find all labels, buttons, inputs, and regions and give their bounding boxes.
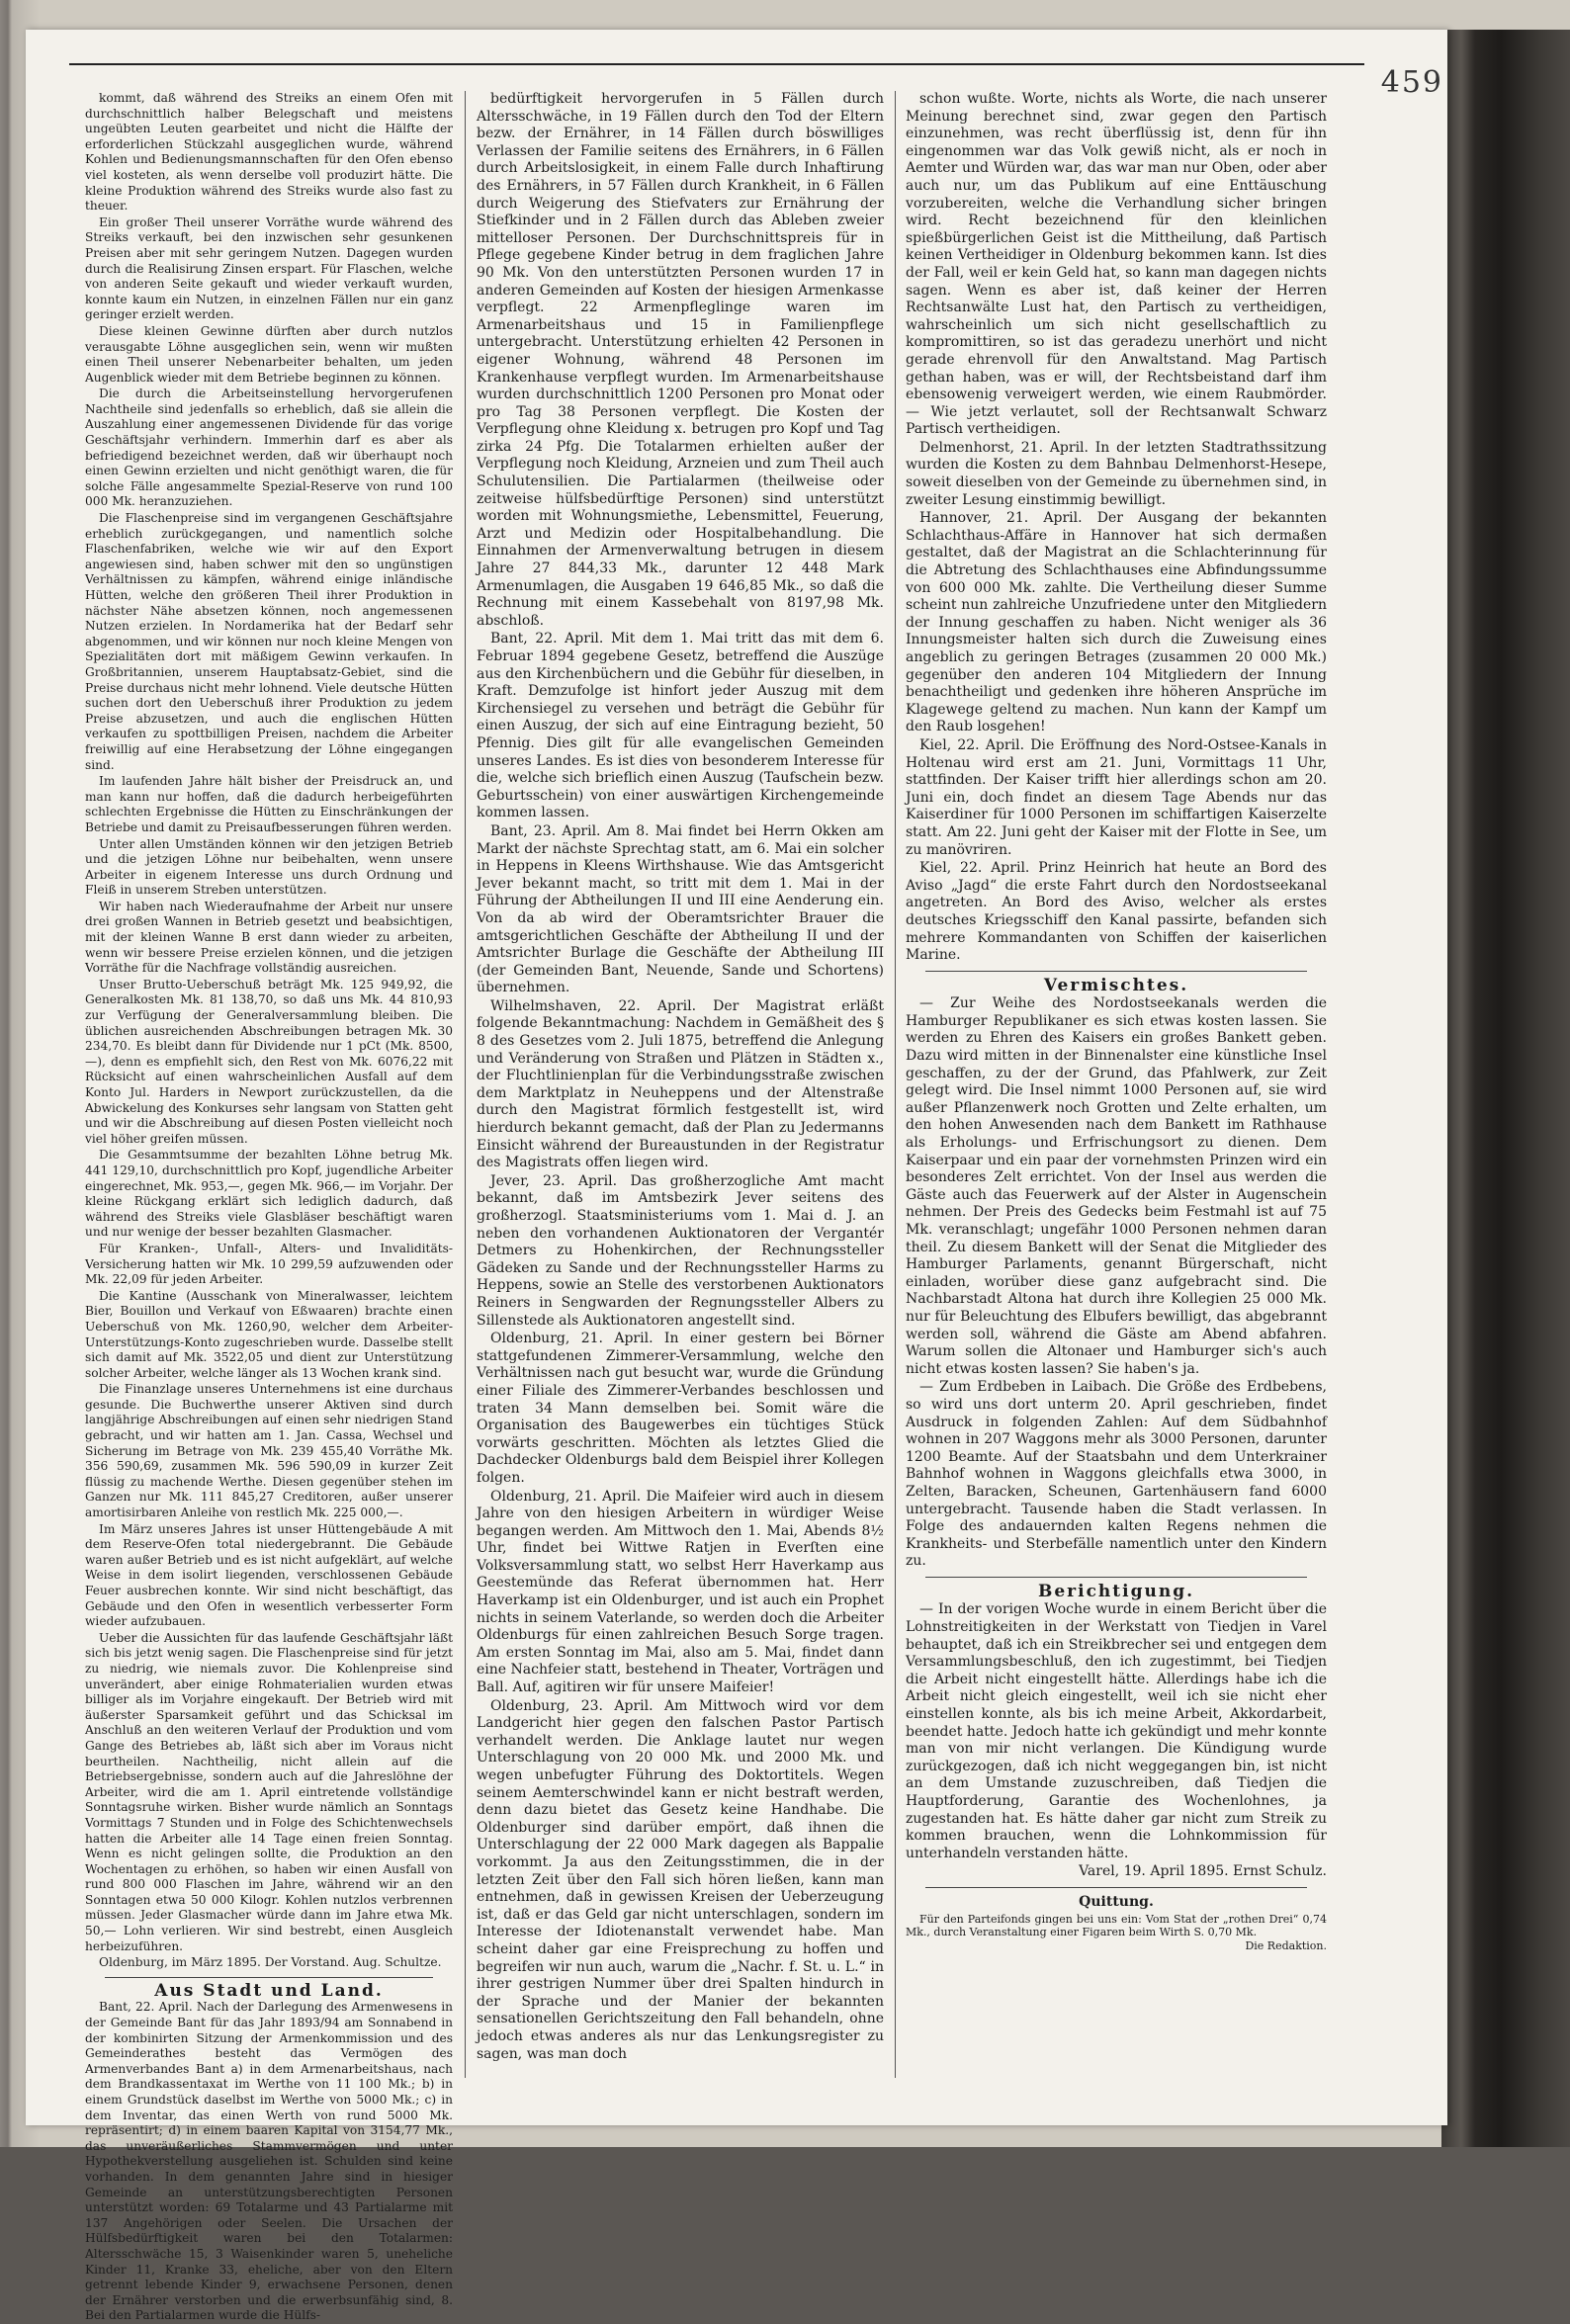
article-paragraph: Oldenburg, 21. April. Die Maifeier wird auch in diesem Jahre von den hiesigen Arbeitern in würdiger Weise begangen werden. Am Mittwoch den 1. Mai, Abends 8½ Uhr, findet bei Wittwe Ratjen in Everſten eine Volksversammlung statt, wo selbst Herr Haverkamp aus Geestemünde das Referat übernommen hat. Herr Haverkamp ist ein Oldenburger, und ist auch ein Prophet nichts in seinem Vaterlande, so werden doch die Arbeiter Oldenburgs für einen zahlreichen Besuch Sorge tragen. Am ersten Sonntag im Mai, also am 5. Mai, findet dann eine Nachfeier statt, bestehend in Theater, Vorträgen und Ball. Auf, agitiren wir für unsere Maifeier!: [477, 1488, 884, 1696]
article-paragraph: Die Flaschenpreise sind im vergangenen Geschäftsjahre erheblich zurückgegangen, und namentlich solche Flaschenfabriken, welche wie wir auf den Export angewiesen sind, haben schwer mit den so ungünstigen Verhältnissen zu kämpfen, während einige inländische Hütten, welche den größeren Theil ihrer Produktion in nächster Nähe absetzen können, noch angemessenen Nutzen erzielen. In Nordamerika hat der Bedarf sehr abgenommen, und wir können nur noch kleine Mengen von Spezialitäten dort mit mäßigem Gewinn verkaufen. In Großbritannien, unserem Hauptabsatz-Gebiet, sind die Preise durchaus nicht mehr lohnend. Viele deutsche Hütten suchen dort den Ueberschuß ihrer Produktion zu jedem Preise abzusetzen, und auch die englischen Hütten verkaufen zu spottbilligen Preisen, nachdem die Arbeiter freiwillig auf eine Herabsetzung der Löhne eingegangen sind.: [85, 511, 453, 772]
quittung-signature: Die Redaktion.: [1245, 1938, 1327, 1952]
article-paragraph: Ueber die Aussichten für das laufende Geschäftsjahr läßt sich bis jetzt wenig sagen. Die Flaschenpreise sind für jetzt zu niedrig, wie niemals zuvor. Die Kohlenpreise sind unverändert, aber einige Rohmaterialien wurden etwas billiger als im Vorjahre eingekauft. Der Betrieb wird mit äußerster Sparsamkeit geführt und das Schicksal im Anschluß an den weiteren Verlauf der Produktion und vom Gange des Betriebes ab, läßt sich aber im Voraus nicht beurtheilen. Nachtheilig, nicht allein auf die Betriebsergebnisse, sondern auch auf die Jahreslöhne der Arbeiter, wird die am 1. April eintretende vollständige Sonntagsruhe wirken. Bisher wurde nämlich an Sonntags Vormittags 7 Stunden und in Folge des Schichtenwechsels hatten die Arbeiter alle 14 Tage einen freien Sonntag. Wenn es nicht gelingen sollte, die Produktion an den Wochentagen zu erhöhen, so haben wir einen Ausfall von rund 800 000 Flaschen im Jahre, während wir an den Sonntagen etwa 50 000 Kilogr. Kohlen nutzlos verbrennen müssen. Jeder Glasmacher würde dann im Jahre etwa Mk. 50,— Lohn verlieren. Wir sind bestrebt, einen Ausgleich herbeizuführen.: [85, 1630, 453, 1953]
article-paragraph: Wilhelmshaven, 22. April. Der Magistrat erläßt folgende Bekanntmachung: Nachdem in Gemäßheit des § 8 des Gesetzes vom 2. Juli 1875, betreffend die Anlegung und Veränderung von Straßen und Plätzen in Städten x., der Fluchtlinienplan für die Verbindungsstraße zwischen dem Marktplatz in Neuheppens und der Altenstraße durch den Magistrat förmlich festgestellt ist, wird hierdurch bekannt gemacht, daß der Plan zu Jedermanns Einsicht während der Bureaustunden in der Registratur des Magistrats offen liegen wird.: [477, 997, 884, 1171]
column-2-paragraphs: [477, 91, 884, 2063]
article-paragraph: Im laufenden Jahre hält bisher der Preisdruck an, und man kann nur hoffen, daß die dadurch herbeigeführten schlechten Ergebnisse die Hütten zu Einschränkungen der Betriebe und damit zu Preisaufbesserungen führen werden.: [85, 774, 453, 834]
section-title-vermischtes: Vermischtes.: [1043, 975, 1189, 995]
section-rule: [105, 1977, 433, 1978]
article-paragraph: Bant, 22. April. Nach der Darlegung des Armenwesens in der Gemeinde Bant für das Jahr 1893/94 am Sonnabend in der kombinirten Sitzung der Armenkommission und des Gemeinderathes besteht das Vermögen des Armenverbandes Bant a) in dem Armenarbeitshaus, nach dem Brandkassentaxat im Werthe von 11 100 Mk.; b) in einem Grundstück daselbst im Werthe von 5000 Mk.; c) in dem Inventar, das einen Werth von rund 5000 Mk. repräsentirt; d) in einem baaren Kapital von 3154,77 Mk., das unveräußerliches Stammvermögen und unter Hypothekverstellung ausgeliehen ist. Schulden sind keine vorhanden. In dem genannten Jahre sind in hiesiger Gemeinde an unterstützungsberechtigten Personen unterstützt worden: 69 Totalarme und 43 Partialarme mit 137 Angehörigen oder Seelen. Die Ursachen der Hülfsbedürftigkeit waren bei den Totalarmen: Altersschwäche 15, 3 Waisenkinder waren 5, uneheliche Kinder 11, Kranke 33, eheliche, aber von den Eltern getrennt lebende Kinder 9, erwachsene Personen, denen der Ernährer verstorben und die erwerbsunfähig sind, 8. Bei den Partialarmen wurde die Hülfs-: [85, 2000, 453, 2323]
section-title-berichtigung: Berichtigung.: [1037, 1581, 1195, 1601]
article-paragraph: Die Finanzlage unseres Unternehmens ist eine durchaus gesunde. Die Buchwerthe unserer Aktiven sind durch langjährige Abschreibungen auf einen sehr niedrigen Stand gebracht, und wir hatten am 1. Jan. Cassa, Wechsel und Sicherung im Betrage von Mk. 239 455,40 Vorräthe Mk. 356 590,69, zusammen Mk. 596 590,09 in kurzer Zeit flüssig zu machende Werthe. Diesen gegenüber stehen im Ganzen nur Mk. 111 845,27 Creditoren, außer unserer amortisirbaren Anleihe von restlich Mk. 225 000,—.: [85, 1382, 453, 1520]
correction-paragraphs: [906, 1601, 1327, 1862]
section-title-aus-stadt-und-land: Aus Stadt und Land.: [154, 1980, 384, 2001]
page-number: 459: [1380, 65, 1443, 100]
article-paragraph: schon wußte. Worte, nichts als Worte, die nach unserer Meinung berechnet sind, zwar gegen den Partisch einzunehmen, was recht überflüssig ist, denn für ihn eingenommen war das Volk gewiß nicht, als er noch in Aemter und Würden war, das war man nur Oben, oder aber auch nur, um das Publikum auf eine Enttäuschung vorzubereiten, welche die Verhandlung sicher bringen wird. Recht bezeichnend für den kleinlichen spießbürgerlichen Geist ist die Mittheilung, daß Partisch keinen Vertheidiger in Oldenburg bekommen kann. Ist dies der Fall, weil er kein Geld hat, so kann man dagegen nichts sagen. Wenn es aber ist, daß keiner der Herren Rechtsanwälte Lust hat, den Partisch zu vertheidigen, wahrscheinlich um sich nicht gesellschaftlich zu kompromittiren, so ist das geradezu unerhört und nicht gerade ehrenvoll für den Anwaltstand. Mag Partisch gethan haben, was er will, der Rechtsbeistand darf ihm ebensowenig verweigert werden, wie einem Raubmörder. — Wie jetzt verlautet, soll der Rechtsanwalt Schwarz Partisch vertheidigen.: [906, 91, 1327, 438]
article-paragraph: bedürftigkeit hervorgerufen in 5 Fällen durch Altersschwäche, in 19 Fällen durch den Tod der Eltern bezw. der Ernährer, in 14 Fällen durch böswilliges Verlassen der Familie seitens des Ernährers, in 6 Fällen durch Arbeitslosigkeit, in einem Falle durch Inhaftirung des Ernährers, in 57 Fällen durch Krankheit, in 6 Fällen durch Weigerung des Stiefvaters zur Ernährung der Stiefkinder und in 2 Fällen durch das Ableben zweier mittelloser Personen. Der Durchschnittspreis für in Pflege gegebene Kinder betrug in dem fraglichen Jahre 90 Mk. Von den unterstützten Personen wurden 17 in anderen Gemeinden auf Kosten der hiesigen Armenkasse verpflegt. 22 Armenpfleglinge waren im Armenarbeitshaus und 15 in Familienpflege untergebracht. Unterstützung erhielten 42 Personen in eigener Wohnung, während 48 Personen im Krankenhause verpflegt wurden. Im Armenarbeitshause wurden durchschnittlich 1200 Personen pro Monat oder pro Tag 38 Personen verpflegt. Die Kosten der Verpflegung ohne Kleidung x. betrugen pro Kopf und Tag zirka 24 Pfg. Die Totalarmen erhielten außer der Verpflegung noch Kleidung, Arzneien und zum Theil auch Schulutensilien. Die Partialarmen (theilweise oder zeitweise hülfsbedürftige Personen) sind unterstützt worden mit Wohnungsmiethe, Lebensmittel, Feuerung, Arzt und Medizin oder Hospitalbehandlung. Die Einnahmen der Armenverwaltung betrugen in diesem Jahre 27 844,33 Mk., darunter 12 448 Mark Armenumlagen, die Ausgaben 19 646,85 Mk., so daß die Rechnung mit einem Kassebehalt von 8197,98 Mk. abschloß.: [477, 91, 884, 629]
article-paragraph: Oldenburg, 23. April. Am Mittwoch wird vor dem Landgericht hier gegen den falschen Pastor Partisch verhandelt werden. Die Anklage lautet nur wegen Unterschlagung von 20 000 Mk. und 2000 Mk. und wegen unbefugter Führung des Doktortitels. Wegen seinem Aemterschwindel kann er nicht bestraft werden, denn dazu bietet das Gesetz keine Handhabe. Die Oldenburger sind darüber empört, daß ihnen die Unterschlagung der 22 000 Mark dagegen als Bappalie vorkommt. Ja aus den Zeitungsstimmen, die in der letzten Zeit über den Fall sich hören ließen, kann man entnehmen, daß in gewissen Kreisen der Ueberzeugung ist, daß er das Geld gar nicht unterschlagen, sondern im Interesse der Idiotenanstalt verwendet habe. Man scheint daher gar eine Freisprechung zu hoffen und begreifen wir nun auch, warum die „Nachr. f. St. u. L.“ in ihrer gestrigen Nummer über drei Spalten hindurch in der Sprache und der Manier der bekannten sensationellen Gerichtszeitung den Fall behandeln, ohne jedoch etwas anderes als nur das Lenkungsregister zu sagen, was man doch: [477, 1697, 884, 2062]
article-paragraph: Bant, 22. April. Mit dem 1. Mai tritt das mit dem 6. Februar 1894 gegebene Gesetz, betreffend die Auszüge aus den Kirchenbüchern und die Gebühr für dieselben, in Kraft. Demzufolge ist hinfort jeder Auszug mit dem Kirchensiegel zu versehen und beträgt die Gebühr für einen Auszug, der sich auf eine Eintragung bezieht, 50 Pfennig. Dies gilt für alle evangelischen Gemeinden unseres Landes. Es ist dies von besonderem Interesse für die, welche sich brieflich einen Auszug (Taufschein bezw. Geburtsschein) von einer auswärtigen Kirchengemeinde kommen lassen.: [477, 631, 884, 821]
column-3: [906, 91, 1327, 2088]
book-binding: [1441, 30, 1570, 2147]
article-paragraph: — In der vorigen Woche wurde in einem Bericht über die Lohnstreitigkeiten in der Werkstatt von Tiedjen in Varel behauptet, daß ich ein Streikbrecher sei und entgegen dem Versammlungsbeschluß, den ich zugestimmt, bei Tiedjen die Arbeit nicht eingestellt hätte. Allerdings habe ich die Arbeit nicht gleich eingestellt, weil ich sie nicht eher einstellen konnte, als bis ich meine Arbeit, Akkordarbeit, beendet hatte. Jedoch hatte ich gekündigt und mehr konnte man von mir nicht verlangen. Die Kündigung wurde zurückgezogen, daß ich nicht weggegangen bin, ist nicht an dem Umstande zuzuschreiben, daß Tiedjen die Hauptforderung, Garantie des Wochenlohnes, ja zugestanden hat. Es hätte daher gar nicht zum Streik zu kommen brauchen, wenn die Lohnkommission für unterhandeln verstanden hätte.: [906, 1601, 1327, 1861]
top-rule: [69, 63, 1364, 65]
article-paragraph: Delmenhorst, 21. April. In der letzten Stadtrathssitzung wurden die Kosten zu dem Bahnbau Delmenhorst-Hesepe, soweit dieselben von der Gemeinde zu übernehmen sind, in zweiter Lesung einstimmig bewilligt.: [906, 439, 1327, 508]
column-divider-2: [895, 91, 896, 2078]
article-paragraph: Ein großer Theil unserer Vorräthe wurde während des Streiks verkauft, bei den inzwischen sehr gesunkenen Preisen aber mit sehr geringem Nutzen. Dagegen wurden durch die Realisirung Zinsen erspart. Für Flaschen, welche von anderen Seite gekauft und wieder verkauft wurden, konnte kaum ein Nutzen, in einzelnen Fällen nur ein ganz geringer erzielt werden.: [85, 215, 453, 322]
article-paragraph: — Zur Weihe des Nordostseekanals werden die Hamburger Republikaner es sich etwas kosten lassen. Sie werden zu Ehren des Kaisers ein großes Bankett geben. Dazu wird mitten in der Binnenalster eine künstliche Insel geschaffen, zu der der Grund, das Pfahlwerk, zur Zeit gelegt wird. Die Insel nimmt 1000 Personen auf, sie wird außer Pflanzenwerk noch Grotten und Zelte erhalten, um den hohen Anwesenden nach dem Bankett im Rathhause als Erholungs- und Erfrischungsort zu dienen. Dem Kaiserpaar und ein paar der vornehmsten Prinzen wird ein besonderes Zelt errichtet. Von der Insel aus werden die Gäste auch das Feuerwerk auf der Alster in Augenschein nehmen. Der Preis des Gedecks beim Festmahl ist auf 75 Mk. veranschlagt; ungefähr 1000 Personen nehmen daran theil. Zu diesem Bankett will der Senat die Mitglieder des Hamburger Parlaments, genannt Bürgerschaft, nicht einladen, worüber diese ganz aufgebracht sind. Die Nachbarstadt Altona hat durch ihre Kollegien 25 000 Mk. nur für Beleuchtung des Elbufers bewilligt, das abgebrannt werden soll, während die Gäste am Abend abfahren. Warum sollen die Altonaer und Hamburger sich's auch nicht etwas kosten lassen? Sie haben's ja.: [906, 995, 1327, 1377]
article-paragraph: Oldenburg, 21. April. In einer gestern bei Börner stattgefundenen Zimmerer-Versammlung, welche den Verhältnissen nach gut besucht war, wurde die Gründung einer Filiale des Zimmerer-Verbandes beschlossen und traten 34 Mann demselben bei. Somit wäre die Organisation des Baugewerbes ein tüchtiges Stück vorwärts geschritten. Möchten als letztes Glied die Dachdecker Oldenburgs bald dem Beispiel ihrer Kollegen folgen.: [477, 1331, 884, 1486]
article-paragraph: Wir haben nach Wiederaufnahme der Arbeit nur unsere drei großen Wannen in Betrieb gesetzt und beabsichtigen, mit der kleinen Wanne B erst dann wieder zu arbeiten, wenn wir bessere Preise erzielen können, und die jetzigen Vorräthe für die Nachfrage vollständig ausreichen.: [85, 899, 453, 976]
article-paragraph: Im März unseres Jahres ist unser Hüttengebäude A mit dem Reserve-Ofen total niedergebrannt. Die Gebäude waren außer Betrieb und es ist nicht aufgeklärt, auf welche Weise in dem isolirt liegenden, verschlossenen Gebäude Feuer ausbrechen konnte. Wir sind nicht beschäftigt, das Gebäude und den Ofen in wesentlich verbesserter Form wieder aufzubauen.: [85, 1521, 453, 1629]
column-1-paragraphs: [85, 91, 453, 1971]
column-2: [477, 91, 884, 2088]
article-paragraph: Die Kantine (Ausschank von Mineralwasser, leichtem Bier, Bouillon und Verkauf von Eßwaaren) brachte einen Ueberschuß von Mk. 1260,90, welcher dem Arbeiter-Unterstützungs-Konto zugeschrieben wurde. Dasselbe stellt sich damit auf Mk. 3522,05 und dient zur Unterstützung solcher Arbeiter, welche länger als 13 Wochen krank sind.: [85, 1288, 453, 1380]
section-rule-vermischtes: [925, 971, 1307, 972]
article-paragraph: Diese kleinen Gewinne dürften aber durch nutzlos verausgabte Löhne ausgeglichen sein, wenn wir mußten einen Theil unserer Nebenarbeiter behalten, um jeden Augenblick wieder mit dem Betriebe beginnen zu können.: [85, 323, 453, 385]
article-paragraph: Kiel, 22. April. Die Eröffnung des Nord-Ostsee-Kanals in Holtenau wird erst am 21. Juni, Vormittags 11 Uhr, stattfinden. Der Kaiser trifft hier allerdings schon am 20. Juni ein, doch findet an diesem Tage Abends nur das Kaiserdiner für 1000 Personen im schiffartigen Kaiserzelte statt. Am 22. Juni geht der Kaiser mit der Flotte in See, um zu manövriren.: [906, 736, 1327, 858]
article-paragraph: Unser Brutto-Ueberschuß beträgt Mk. 125 949,92, die Generalkosten Mk. 81 138,70, so daß uns Mk. 44 810,93 zur Verfügung der Generalversammlung bleiben. Die üblichen ausreichenden Abschreibungen betragen Mk. 30 234,70. Es bleibt dann für Dividende nur 1 pCt (Mk. 8500,—), denn es empfiehlt sich, den Rest von Mk. 6076,22 mit Rücksicht auf einen wahrscheinlichen Ausfall auf dem Konto Jul. Harders in Newport zurückzustellen, da die Abwickelung des Konkurses sehr langsam von Statten geht und wir die Abschreibung auf diesen Posten vielleicht noch viel höher greifen müssen.: [85, 977, 453, 1146]
article-paragraph: Oldenburg, im März 1895. Der Vorstand. Aug. Schultze.: [99, 1955, 442, 1970]
column-3-section-paragraphs: [906, 995, 1327, 1571]
article-paragraph: Die Gesammtsumme der bezahlten Löhne betrug Mk. 441 129,10, durchschnittlich pro Kopf, jugendliche Arbeiter eingerechnet, Mk. 953,—, gegen Mk. 966,— im Vorjahr. Der kleine Rückgang erklärt sich lediglich dadurch, daß während des Streiks viele Glasbläser beschäftigt waren und nur wenige der besser bezahlten Glasmacher.: [85, 1148, 453, 1240]
article-paragraph: Die durch die Arbeitseinstellung hervorgerufenen Nachtheile sind jedenfalls so erheblich, daß sie allein die Auszahlung einer angemessenen Dividende für das vorige Geschäftsjahr verhindern. Immerhin darf es aber als befriedigend bezeichnet werden, daß wir überhaupt noch einen Gewinn erzielten und nicht genöthigt waren, die für solche Fälle angesammelte Spezial-Reserve von rund 100 000 Mk. heranzuziehen.: [85, 387, 453, 509]
article-paragraph: Für Kranken-, Unfall-, Alters- und Invaliditäts-Versicherung hatten wir Mk. 10 299,59 aufzuwenden oder Mk. 22,09 für jeden Arbeiter.: [85, 1241, 453, 1287]
correction-signature: Varel, 19. April 1895. Ernst Schulz.: [1079, 1863, 1327, 1880]
section-rule-quittung: [925, 1887, 1307, 1888]
article-paragraph: kommt, daß während des Streiks an einem Ofen mit durchschnittlich halber Belegschaft und meistens ungeübten Leuten gearbeitet und nicht die Hälfte der erforderlichen Stückzahl ausgeglichen wurde, während Kohlen und Bedienungsmannschaften für den Ofen ebenso viel kosteten, als wenn derselbe voll produzirt hätte. Die kleine Produktion während des Streiks wurde also fast zu theuer.: [85, 91, 453, 214]
article-paragraph: Hannover, 21. April. Der Ausgang der bekannten Schlachthaus-Affäre in Hannover hat sich dermaßen gestaltet, daß der Magistrat an die Schlachterinnung für die Abtretung des Schlachthauses eine Abfindungssumme von 600 000 Mk. zahlte. Die Vertheilung dieser Summe scheint nun zahlreiche Unzufriedene unter den Mitgliedern der Innung geschaffen zu haben. Nicht weniger als 36 Innungsmeister halten sich durch die Zuweisung eines angeblich zu geringen Betrages (zusammen 20 000 Mk.) gegenüber den anderen 104 Mitgliedern der Innung benachtheiligt und gedenken ihre höheren Ansprüche im Klagewege geltend zu machen. Nun kann der Kampf um den Raub losgehen!: [906, 510, 1327, 735]
quittung-text: Für den Parteifonds gingen bei uns ein: Vom Stat der „rothen Drei“ 0,74 Mk., durch Veranstaltung einer Figaren beim Wirth S. 0,70 Mk.: [906, 1912, 1327, 1938]
quittung-title: Quittung.: [1079, 1893, 1154, 1910]
column-divider-1: [465, 91, 466, 2078]
article-paragraph: Bant, 23. April. Am 8. Mai findet bei Herrn Okken am Markt der nächste Sprechtag statt, am 6. Mai ein solcher in Heppens in Kleens Wirthshause. Wie das Amtsgericht Jever bekannt macht, so tritt mit dem 1. Mai in der Führung der Abtheilungen II und III eine Aenderung ein. Von da ab wird der Oberamtsrichter Brauer die amtsgerichtlichen Geschäfte der Abtheilung II und der Amtsrichter Burlage die Geschäfte der Abtheilung III (der Gemeinden Bant, Neuende, Sande und Schortens) übernehmen.: [477, 822, 884, 996]
article-paragraph: Kiel, 22. April. Prinz Heinrich hat heute an Bord des Aviso „Jagd“ die erste Fahrt durch den Nordostseekanal angetreten. An Bord des Aviso, welcher als erstes deutsches Kriegsschiff den Kanal passirte, befanden sich mehrere Kommandanten von Schiffen der kaiserlichen Marine.: [906, 860, 1327, 964]
column-3-paragraphs: [906, 91, 1327, 965]
section-rule-berichtigung: [925, 1577, 1307, 1578]
article-paragraph: Unter allen Umständen können wir den jetzigen Betrieb und die jetzigen Löhne nur beibehalten, wenn unsere Arbeiter in eigenem Interesse uns durch Ordnung und Fleiß in unserem Streben unterstützen.: [85, 836, 453, 898]
article-paragraph: Jever, 23. April. Das großherzogliche Amt macht bekannt, daß im Amtsbezirk Jever seitens des großherzogl. Staatsministeriums vom 1. Mai d. J. an neben den vorhandenen Auktionatoren der Vergantér Detmers zu Hohenkirchen, der Rechnungssteller Gädeken zu Sande und der Rechnungssteller Harms zu Heppens, sowie an Stelle des verstorbenen Auktionators Reiners in Sengwarden der Regnungssteller Albers zu Sillenstede als Auktionatoren angestellt sind.: [477, 1172, 884, 1329]
article-paragraph: — Zum Erdbeben in Laibach. Die Größe des Erdbebens, so wird uns dort unterm 20. April geschrieben, findet Ausdruck in folgenden Zahlen: Auf dem Südbahnhof wohnen in 207 Waggons mehr als 3000 Personen, darunter 1200 Beamte. Auf der Staatsbahn und dem Unterkrainer Bahnhof wohnen in Waggons gleichfalls etwa 3000, in Zelten, Baracken, Scheunen, Gartenhäusern fand 6000 untergebracht. Tausende haben die Stadt verlassen. In Folge des andauernden kalten Regens nehmen die Krankheits- und Sterbefälle namentlich unter den Kindern zu.: [906, 1379, 1327, 1570]
column-1: [85, 91, 453, 2323]
column-1-section-paragraphs: [85, 2000, 453, 2323]
